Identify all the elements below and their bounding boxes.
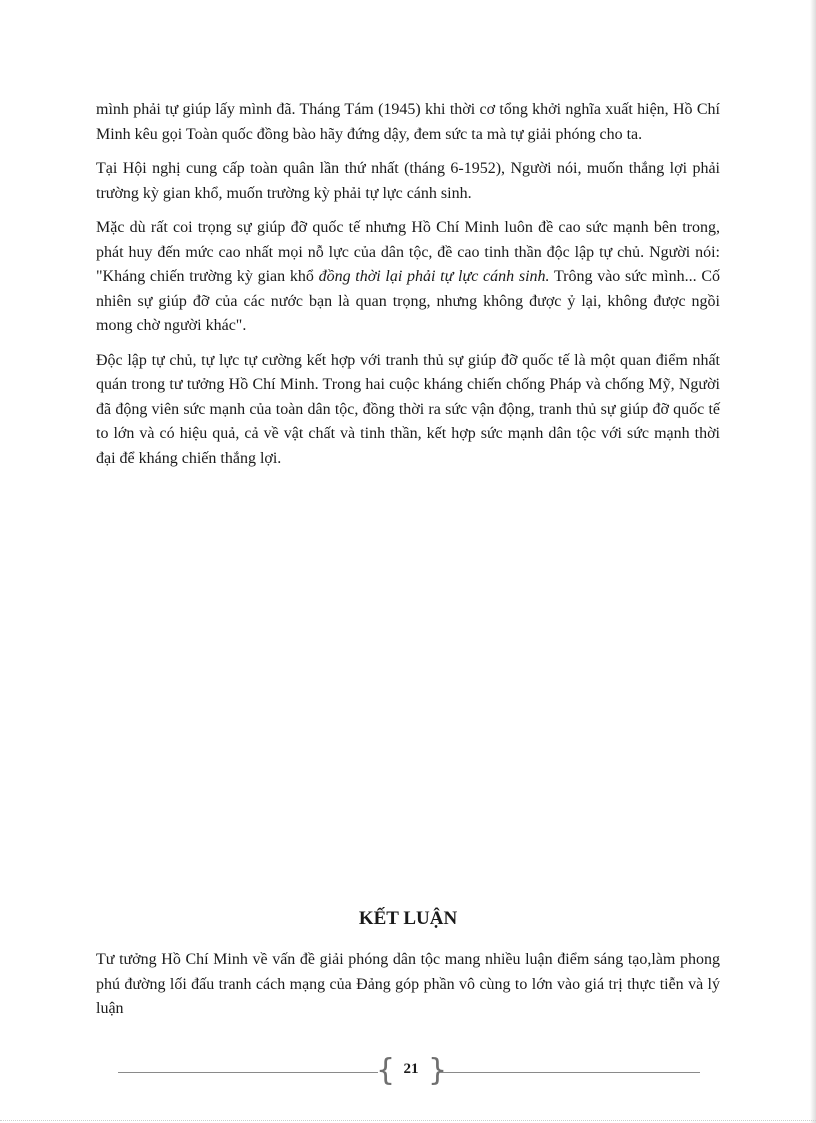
page-edge-shadow — [810, 0, 816, 1123]
paragraph-1: mình phải tự giúp lấy mình đã. Tháng Tám (1945) khi thời cơ tổng khởi nghĩa xuất hiện, Hồ Chí Minh kêu gọi Toàn quốc đồng bào hãy đứng dậy, đem sức ta mà tự giải phóng cho ta. — [96, 101, 720, 143]
paragraph-4: Độc lập tự chủ, tự lực tự cường kết hợp với tranh thủ sự giúp đỡ quốc tế là một quan điểm nhất quán trong tư tưởng Hồ Chí Minh. Trong hai cuộc kháng chiến chống Pháp và chống Mỹ, Người đã động viên sức mạnh của toàn dân tộc, đồng thời ra sức vận động, tranh thủ sự giúp đỡ quốc tế to lớn và có hiệu quả, cả về vật chất và tinh thần, kết hợp sức mạnh dân tộc với sức mạnh thời đại để kháng chiến thắng lợi. — [96, 351, 720, 467]
paragraph-3 — [96, 216, 720, 339]
body-text — [96, 98, 720, 481]
footer-rule-right — [440, 1072, 700, 1073]
paragraph-3-end: Trông vào sức mình... Cố nhiên sự giúp đỡ của các nước bạn là quan trọng, nhưng không được ỷ lại, không được ngồi mong chờ người khác". — [96, 268, 720, 334]
paragraph-3-start: Mặc dù rất coi trọng sự giúp đỡ quốc tế nhưng Hồ Chí Minh luôn đề cao sức mạnh bên trong, phát huy đến mức cao nhất mọi nỗ lực của dân tộc, đề cao tinh thần độc lập tự chủ. Người nói: "Kháng chiến trường kỳ gian khổ — [96, 219, 720, 285]
page-bottom-border — [0, 1120, 816, 1121]
paragraph-3-quote: đồng thời lại phải tự lực cánh sinh. — [318, 268, 550, 285]
page-number: 21 — [403, 1061, 419, 1077]
page-footer — [118, 1053, 700, 1088]
conclusion-text: Tư tưởng Hồ Chí Minh về vấn đề giải phóng dân tộc mang nhiều luận điểm sáng tạo,làm phong phú đường lối đấu tranh cách mạng của Đảng góp phần vô cùng to lớn vào giá trị thực tiễn và lý luận — [96, 951, 720, 1017]
footer-rule-left — [118, 1072, 378, 1073]
footer-bracket-left: { — [376, 1053, 396, 1088]
footer-bracket-right: } — [428, 1053, 448, 1088]
conclusion-heading: KẾT LUẬN — [358, 908, 458, 929]
paragraph-2: Tại Hội nghị cung cấp toàn quân lần thứ nhất (tháng 6-1952), Người nói, muốn thắng lợi phải trường kỳ gian khổ, muốn trường kỳ phải tự lực cánh sinh. — [96, 160, 720, 202]
